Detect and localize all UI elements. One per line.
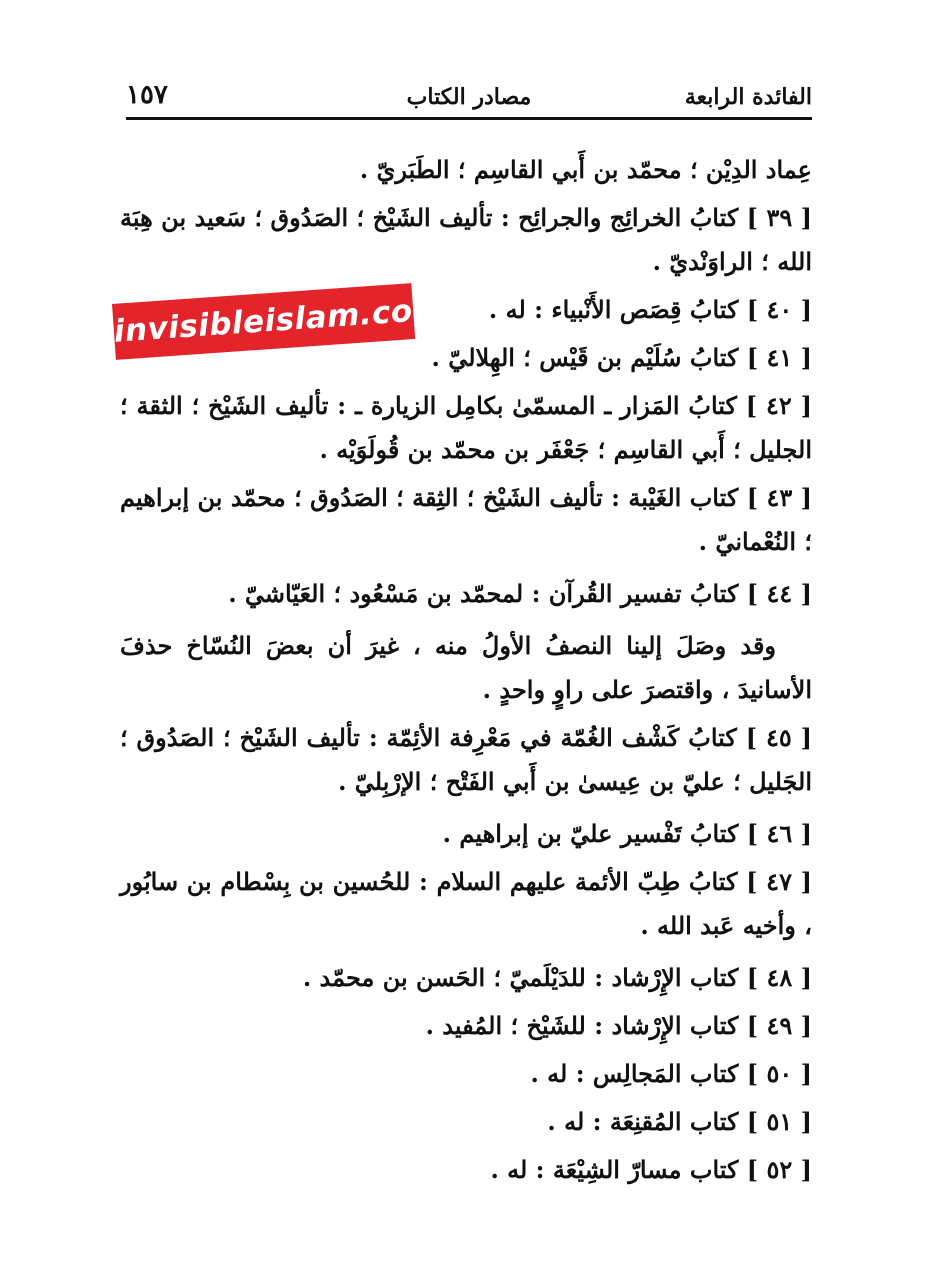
entry-44: [ ٤٤ ] كتابُ تفسير القُرآن : لمحمّد بن مَسْعُود ؛ العَيّاشيّ . [228, 579, 812, 608]
entry-39: [ ٣٩ ] كتابُ الخرائِج والجرائِح : تأليف الشَيْخ ؛ الصَدُوق ؛ سَعيد بن هِبَة الله ؛ الراوَنْديّ . [120, 203, 812, 276]
entry-50: [ ٥٠ ] كتاب المَجالِس : له . [530, 1059, 812, 1088]
entry-47: [ ٤٧ ] كتابُ طِبّ الأئمة عليهم السلام : للحُسين بن بِسْطام بن سابُور ، وأخيه عَبد الله . [120, 867, 812, 940]
note-paragraph: وقد وصَلَ إلينا النصفُ الأولُ منه ، غيرَ أن بعضَ النُسّاخ حذفَ الأسانيدَ ، واقتصرَ على راوٍ واحدٍ . [120, 631, 812, 704]
entry-52: [ ٥٢ ] كتاب مسارّ الشِيْعَة : له . [490, 1155, 812, 1184]
page-number: ١٥٧ [126, 80, 168, 110]
entry-41: [ ٤١ ] كتابُ سُلَيْم بن قَيْس ؛ الهِلاليّ . [431, 343, 812, 372]
entry-49: [ ٤٩ ] كتاب الإِرْشاد : للشَيْخ ؛ المُفيد . [425, 1011, 812, 1040]
entry-46: [ ٤٦ ] كتابُ تَفْسير عليّ بن إبراهيم . [442, 819, 812, 848]
entry-48: [ ٤٨ ] كتاب الإِرْشاد : للدَيْلَميّ ؛ الحَسن بن محمّد . [302, 963, 812, 992]
paragraph-continuation: عِماد الدِيْن ؛ محمّد بن أَبي القاسِم ؛ الطَبَريّ . [359, 155, 812, 184]
entry-43: [ ٤٣ ] كتاب الغَيْبة : تأليف الشَيْخ ؛ الثِقة ؛ الصَدُوق ؛ محمّد بن إبراهيم ؛ النُعْمانيّ . [120, 483, 812, 556]
entry-42: [ ٤٢ ] كتابُ المَزار ـ المسمّىٰ بكامِل الزيارة ـ : تأليف الشَيْخ ؛ الثقة ؛ الجليل ؛ أَبي القاسِم ؛ جَعْفَر بن محمّد بن قُولَوَيْه . [120, 391, 812, 464]
page-header [126, 78, 812, 118]
entry-40: [ ٤٠ ] كتابُ قِصَص الأَنْبياء : له . [488, 295, 812, 324]
entry-45: [ ٤٥ ] كتابُ كَشْف الغُمّة في مَعْرِفة الأئِمّة : تأليف الشَيْخ ؛ الصَدُوق ؛ الجَليل ؛ عليّ بن عِيسىٰ بن أَبي الفَتْح ؛ الإرْبِليّ . [120, 723, 812, 796]
watermark-logo: invisibleislam.com [112, 283, 415, 360]
chapter-title: الفائدة الرابعة [684, 84, 812, 110]
entry-51: [ ٥١ ] كتاب المُقنِعَة : له . [547, 1107, 812, 1136]
header-rule [126, 117, 812, 120]
section-title: مصادر الكتاب [406, 84, 532, 110]
